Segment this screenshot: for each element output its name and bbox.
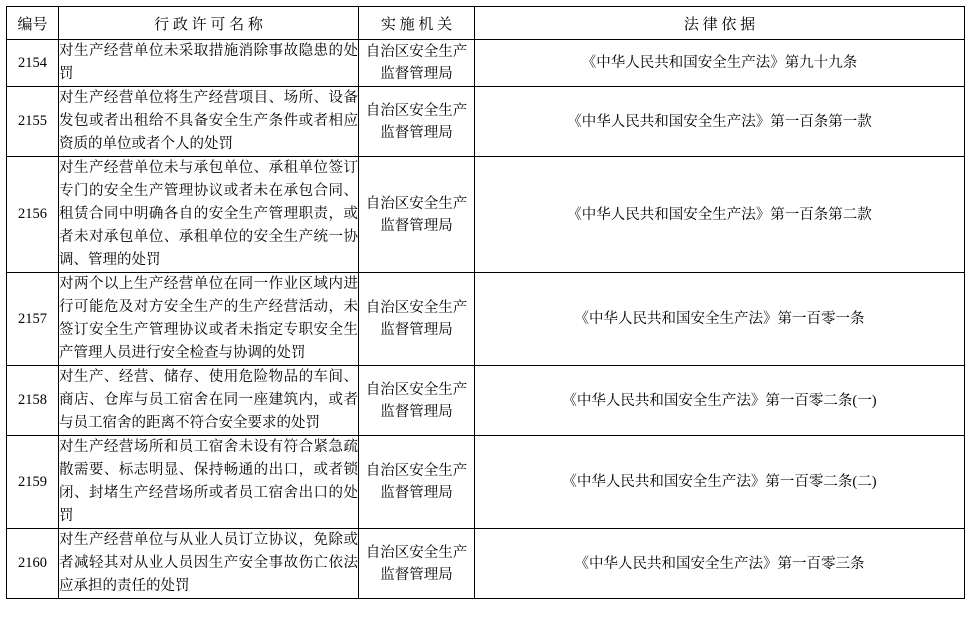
cell-id: 2160: [7, 529, 59, 599]
cell-name: 对生产经营单位未采取措施消除事故隐患的处罚: [59, 40, 359, 87]
cell-org: [359, 436, 475, 529]
cell-org-line2: 监督管理局: [380, 566, 453, 583]
cell-org-line2: 监督管理局: [380, 66, 453, 82]
table-body: [7, 40, 965, 599]
cell-law: 《中华人民共和国安全生产法》第一百零三条: [475, 529, 965, 599]
cell-org-line2: 监督管理局: [380, 322, 453, 338]
column-header-id: [7, 7, 59, 40]
column-header-law: [475, 7, 965, 40]
cell-org-line2: 监督管理局: [380, 485, 453, 501]
cell-law: 《中华人民共和国安全生产法》第九十九条: [475, 40, 965, 87]
cell-id: 2155: [7, 87, 59, 157]
cell-name: 对两个以上生产经营单位在同一作业区域内进行可能危及对方安全生产的生产经营活动，未签订安全生产管理协议或者未指定专职安全生产管理人员进行安全检查与协调的处罚: [59, 273, 359, 366]
table-row: [7, 529, 965, 599]
cell-name: 对生产经营场所和员工宿舍未设有符合紧急疏散需要、标志明显、保持畅通的出口，或者锁闭、封堵生产经营场所或者员工宿舍出口的处罚: [59, 436, 359, 529]
column-header-name-label: 行 政 许 可 名 称: [154, 16, 263, 33]
cell-org-line1: 自治区安全生产: [365, 300, 468, 316]
cell-law: 《中华人民共和国安全生产法》第一百零一条: [475, 273, 965, 366]
table-row: [7, 366, 965, 436]
table-row: [7, 436, 965, 529]
cell-name: 对生产经营单位将生产经营项目、场所、设备发包或者出租给不具备安全生产条件或者相应资质的单位或者个人的处罚: [59, 87, 359, 157]
cell-org: [359, 87, 475, 157]
cell-name: 对生产经营单位未与承包单位、承租单位签订专门的安全生产管理协议或者未在承包合同、租赁合同中明确各自的安全生产管理职责，或者未对承包单位、承租单位的安全生产统一协调、管理的处罚: [59, 157, 359, 273]
cell-org-line2: 监督管理局: [380, 217, 453, 234]
cell-org-line2: 监督管理局: [380, 403, 453, 420]
cell-law: 《中华人民共和国安全生产法》第一百零二条(二): [475, 436, 965, 529]
table-row: [7, 87, 965, 157]
column-header-org-label: 实 施 机 关: [380, 16, 453, 33]
cell-org-line1: 自治区安全生产: [365, 102, 468, 119]
cell-org: [359, 529, 475, 599]
cell-org-line1: 自治区安全生产: [365, 463, 468, 479]
cell-org-line1: 自治区安全生产: [365, 195, 468, 212]
column-header-org: [359, 7, 475, 40]
cell-org-line2: 监督管理局: [380, 124, 453, 141]
column-header-id-label: 编号: [17, 16, 48, 33]
cell-law: 《中华人民共和国安全生产法》第一百零二条(一): [475, 366, 965, 436]
cell-org-line1: 自治区安全生产: [365, 44, 468, 60]
cell-org: [359, 366, 475, 436]
cell-org: [359, 40, 475, 87]
cell-org-line1: 自治区安全生产: [365, 544, 468, 561]
cell-name: 对生产经营单位与从业人员订立协议，免除或者减轻其对从业人员因生产安全事故伤亡依法应承担的责任的处罚: [59, 529, 359, 599]
table-header: [7, 7, 965, 40]
column-header-name: [59, 7, 359, 40]
cell-org-line1: 自治区安全生产: [365, 381, 468, 398]
cell-org: [359, 273, 475, 366]
cell-id: 2154: [7, 40, 59, 87]
cell-id: 2157: [7, 273, 59, 366]
table-row: [7, 157, 965, 273]
administrative-permission-table: [6, 6, 965, 599]
cell-name: 对生产、经营、储存、使用危险物品的车间、商店、仓库与员工宿舍在同一座建筑内，或者与员工宿舍的距离不符合安全要求的处罚: [59, 366, 359, 436]
cell-org: [359, 157, 475, 273]
table-header-row: [7, 7, 965, 40]
cell-id: 2158: [7, 366, 59, 436]
column-header-law-label: 法 律 依 据: [683, 16, 756, 33]
table-row: [7, 40, 965, 87]
table-row: [7, 273, 965, 366]
cell-id: 2159: [7, 436, 59, 529]
cell-law: 《中华人民共和国安全生产法》第一百条第一款: [475, 87, 965, 157]
cell-id: 2156: [7, 157, 59, 273]
cell-law: 《中华人民共和国安全生产法》第一百条第二款: [475, 157, 965, 273]
